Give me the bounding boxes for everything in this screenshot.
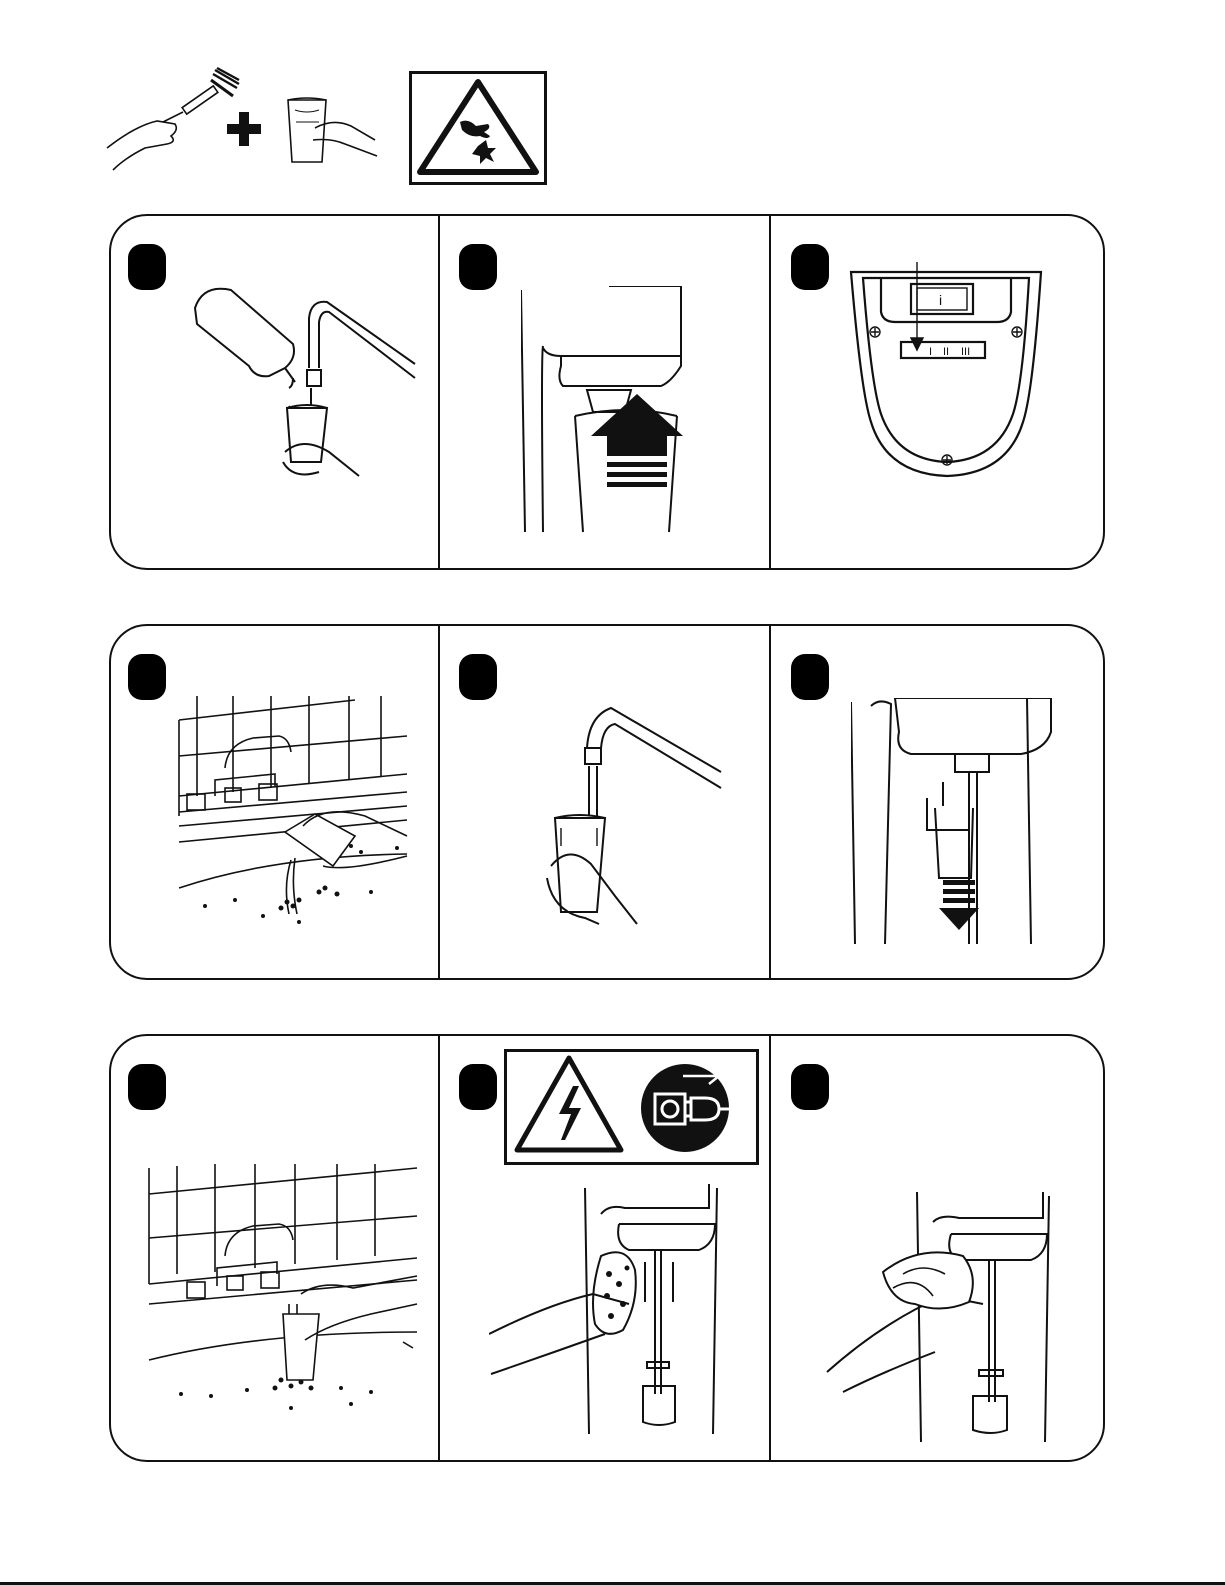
plus-icon — [227, 112, 261, 146]
speed-label-1: I — [929, 346, 933, 358]
power-switch-label: i — [939, 292, 943, 308]
speed-switch-panel-icon — [847, 252, 1047, 492]
glass-in-hand-icon — [288, 98, 377, 162]
pour-out-water-icon — [141, 1164, 421, 1414]
warning-icons — [507, 1052, 756, 1162]
step-illustration — [847, 252, 1047, 492]
detergent-into-cup-icon — [189, 266, 419, 506]
row-divider — [769, 626, 771, 978]
header-tools — [105, 66, 385, 186]
speed-label-3: III — [961, 346, 971, 358]
hand-blade-hazard-icon — [412, 74, 544, 182]
step-illustration — [141, 1164, 421, 1414]
step-number-badge — [791, 654, 829, 700]
row-divider — [438, 1036, 440, 1460]
rinse-cup-icon — [545, 696, 725, 936]
step-illustration — [823, 1192, 1073, 1442]
row-divider — [769, 1036, 771, 1460]
speed-label-2: II — [943, 346, 950, 358]
step-illustration — [851, 698, 1061, 948]
step-number-badge — [459, 244, 497, 290]
step-illustration — [489, 1184, 729, 1434]
step-row-1 — [109, 214, 1105, 570]
step-number-badge — [459, 654, 497, 700]
step-illustration — [545, 696, 725, 936]
step-number-badge — [791, 1064, 829, 1110]
step-illustration — [175, 696, 415, 936]
dry-spindle-icon — [823, 1192, 1073, 1442]
cup-raised-to-spindle-icon — [521, 286, 691, 536]
step-number-badge — [128, 244, 166, 290]
brush-and-glass-illustration — [105, 66, 385, 186]
row-divider — [438, 216, 440, 568]
step-number-badge — [128, 1064, 166, 1110]
step-row-2 — [109, 624, 1105, 980]
step-illustration — [189, 266, 419, 506]
electric-shock-warning-icon — [517, 1058, 621, 1150]
empty-cup-in-sink-icon — [175, 696, 415, 936]
step-number-badge — [128, 654, 166, 700]
step-number-badge — [459, 1064, 497, 1110]
hazard-warning-box — [409, 71, 547, 185]
step-number-badge — [791, 244, 829, 290]
unplug-icon — [641, 1064, 733, 1152]
brush-in-hand-icon — [107, 68, 239, 170]
wipe-spindle-icon — [489, 1184, 729, 1434]
cup-lowered-from-spindle-icon — [851, 698, 1061, 948]
row-divider — [769, 216, 771, 568]
step-row-3 — [109, 1034, 1105, 1462]
row-divider — [438, 626, 440, 978]
step-illustration — [521, 286, 691, 536]
electric-warning-box — [504, 1049, 759, 1165]
